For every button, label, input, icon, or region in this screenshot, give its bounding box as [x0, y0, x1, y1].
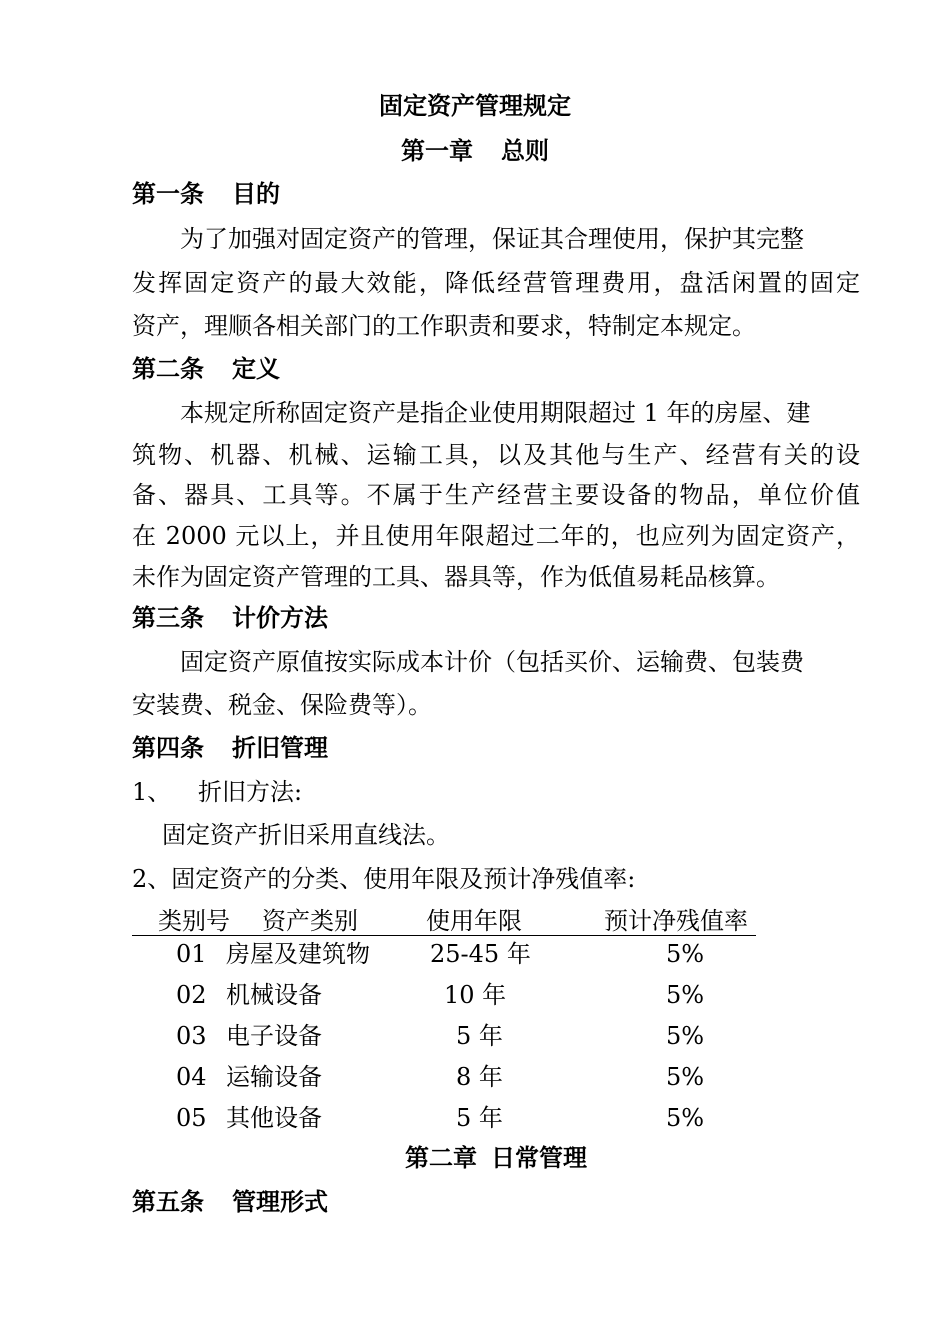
table-row — [132, 978, 772, 1012]
article-1-label: 第一条 — [132, 179, 204, 208]
table-cell-residual: 5% — [666, 940, 705, 968]
table-cell-code: 05 — [176, 1104, 207, 1132]
table-header-row — [132, 904, 772, 938]
table-cell-residual: 5% — [666, 981, 705, 1009]
article-2-line-4: 在 2000 元以上，并且使用年限超过二年的，也应列为固定资产， — [132, 522, 860, 550]
table-cell-residual: 5% — [666, 1104, 705, 1132]
chapter-1-name: 总则 — [501, 136, 549, 165]
table-row — [132, 1019, 772, 1053]
table-header-rule — [132, 935, 756, 936]
chapter-2-heading — [0, 1141, 950, 1175]
item-1-body: 固定资产折旧采用直线法。 — [162, 821, 450, 849]
chapter-2-name: 日常管理 — [491, 1143, 587, 1172]
table-cell-code: 02 — [176, 981, 207, 1009]
table-cell-years: 5 年 — [456, 1022, 503, 1050]
chapter-1-number: 第一章 — [401, 136, 473, 165]
table-cell-code: 03 — [176, 1022, 207, 1050]
article-2-line-3: 备、器具、工具等。不属于生产经营主要设备的物品，单位价值 — [132, 481, 860, 509]
article-1-line-3: 资产，理顺各相关部门的工作职责和要求，特制定本规定。 — [132, 312, 756, 340]
article-2-heading — [132, 352, 280, 386]
table-cell-category: 房屋及建筑物 — [226, 940, 370, 968]
article-3-line-1: 固定资产原值按实际成本计价（包括买价、运输费、包装费 — [180, 648, 804, 676]
table-cell-years: 25-45 年 — [430, 940, 531, 968]
article-4-label: 第四条 — [132, 733, 204, 762]
table-cell-category: 其他设备 — [226, 1104, 322, 1132]
item-2-title: 2、固定资产的分类、使用年限及预计净残值率: — [132, 865, 636, 893]
article-5-heading — [132, 1185, 328, 1219]
article-1-name: 目的 — [232, 179, 280, 208]
table-cell-category: 机械设备 — [226, 981, 322, 1009]
article-2-label: 第二条 — [132, 354, 204, 383]
table-cell-category: 电子设备 — [226, 1022, 322, 1050]
article-3-name: 计价方法 — [232, 603, 328, 632]
article-1-line-1: 为了加强对固定资产的管理，保证其合理使用，保护其完整 — [180, 225, 804, 253]
table-header-residual: 预计净残值率 — [604, 907, 748, 935]
article-2-name: 定义 — [232, 354, 280, 383]
table-cell-years: 5 年 — [456, 1104, 503, 1132]
article-1-heading — [132, 177, 280, 211]
article-1-line-2: 发挥固定资产的最大效能，降低经营管理费用，盘活闲置的固定 — [132, 269, 860, 297]
table-row — [132, 1060, 772, 1094]
article-2-line-5: 未作为固定资产管理的工具、器具等，作为低值易耗品核算。 — [132, 563, 780, 591]
article-3-label: 第三条 — [132, 603, 204, 632]
table-row — [132, 1101, 772, 1135]
table-row — [132, 937, 772, 971]
table-header-years: 使用年限 — [426, 907, 522, 935]
table-cell-code: 04 — [176, 1063, 207, 1091]
article-5-name: 管理形式 — [232, 1187, 328, 1216]
article-4-heading — [132, 731, 328, 765]
document-title: 固定资产管理规定 — [379, 91, 571, 120]
item-1-number: 1、 — [132, 778, 172, 806]
table-cell-code: 01 — [176, 940, 207, 968]
article-4-name: 折旧管理 — [232, 733, 328, 762]
article-3-line-2: 安装费、税金、保险费等）。 — [132, 691, 432, 719]
article-3-heading — [132, 601, 328, 635]
chapter-2-number: 第二章 — [405, 1143, 477, 1172]
article-2-line-2: 筑物、机器、机械、运输工具，以及其他与生产、经营有关的设 — [132, 441, 860, 469]
table-cell-category: 运输设备 — [226, 1063, 322, 1091]
table-cell-residual: 5% — [666, 1022, 705, 1050]
table-header-code: 类别号 — [158, 907, 230, 935]
chapter-1-heading — [0, 134, 950, 168]
table-header-category: 资产类别 — [262, 907, 358, 935]
article-2-line-1: 本规定所称固定资产是指企业使用期限超过 1 年的房屋、建 — [180, 399, 811, 427]
item-1-title: 折旧方法: — [198, 778, 303, 806]
table-cell-years: 8 年 — [456, 1063, 503, 1091]
table-cell-residual: 5% — [666, 1063, 705, 1091]
table-cell-years: 10 年 — [444, 981, 507, 1009]
article-5-label: 第五条 — [132, 1187, 204, 1216]
